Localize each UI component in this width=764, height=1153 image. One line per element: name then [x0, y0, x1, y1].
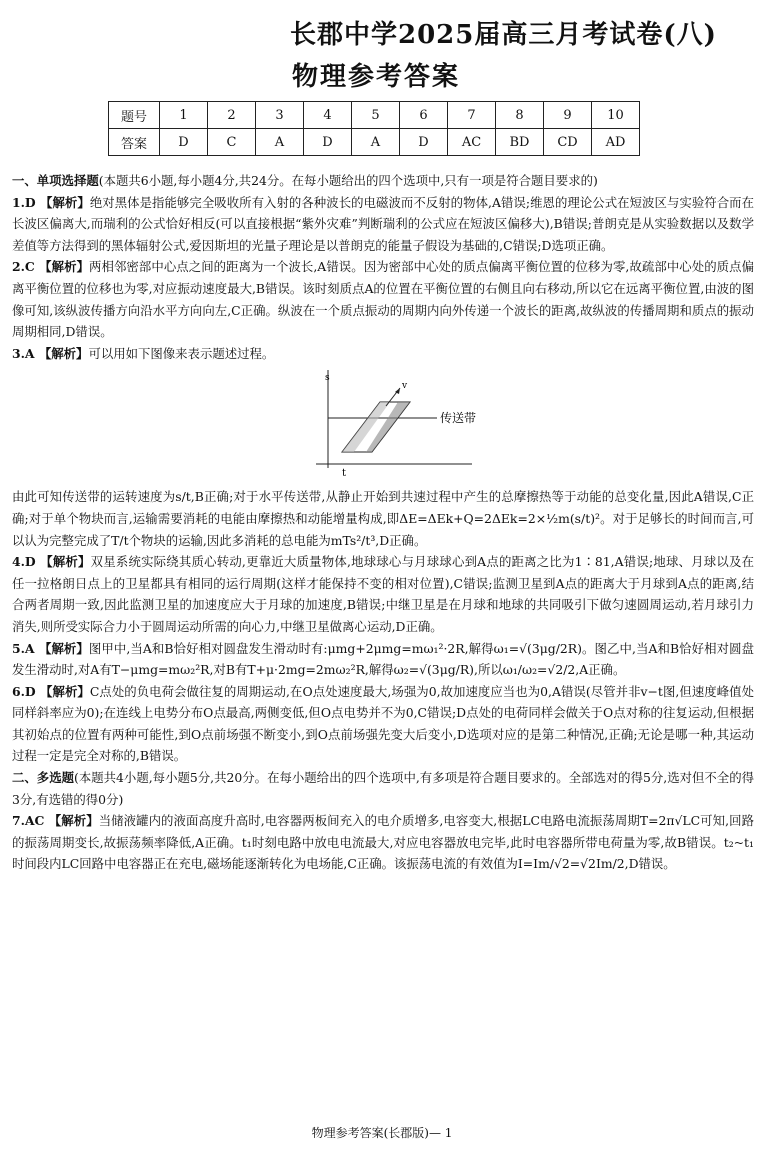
table-cell: 2: [208, 102, 256, 129]
table-cell: 4: [304, 102, 352, 129]
table-cell: AC: [448, 129, 496, 156]
solution-item: [12, 192, 754, 257]
section-heading: [12, 170, 754, 192]
page-footer: 物理参考答案(长郡版)— 1: [311, 1126, 453, 1140]
conveyor-label: 传送带: [440, 411, 477, 426]
row-label: 答案: [109, 129, 160, 156]
solution-item: [12, 681, 754, 767]
answer-table: [108, 101, 640, 156]
table-cell: 7: [448, 102, 496, 129]
item-text: 图甲中,当A和B恰好相对圆盘发生滑动时有:μmg+2μmg=mω₁²·2R,解得ω₁=√(3μg/2R)。图乙中,当A和B恰好相对圆盘发生滑动时,对A有T−μmg=mω₂²R,对B有T+μ·2mg=2mω₂²R,解得ω₂=√(3μg/R),所以ω₁/ω₂=√2/2,A正确。: [12, 640, 754, 678]
table-cell: 9: [544, 102, 592, 129]
item-head: 7.AC 【解析】: [12, 813, 99, 829]
solution-item: [12, 343, 754, 365]
item-text: 绝对黑体是指能够完全吸收所有入射的各种波长的电磁波而不反射的物体,A错误;维恩的理论公式在短波区与实验符合而在长波区偏离大,而瑞利的公式恰好相反(可以直接根据“紫外灾难”判断瑞利的公式应在短波区偏移大),B错误;普朗克是从实验数据以及数学差值等方法得到的黑体辐射公式,爱因斯坦的光量子理论是以普朗克的能量子假设为基础的,C错误;D选项正确。: [12, 194, 754, 253]
conveyor-diagram: [302, 368, 502, 480]
solutions-body: [12, 170, 754, 875]
table-cell: 5: [352, 102, 400, 129]
item-head: 1.D 【解析】: [12, 194, 90, 210]
answer-row: [109, 129, 640, 156]
section-title: 二、多选题: [12, 770, 74, 786]
page-title: 长郡中学2025届高三月考试卷(八): [290, 20, 717, 50]
svg-text:t: t: [342, 468, 347, 480]
item-text: 当储液罐内的液面高度升高时,电容器两板间充入的电介质增多,电容变大,根据LC电路电流振荡周期T=2π√LC可知,回路的振荡周期变长,故振荡频率降低,A正确。t₁时刻电路中放电电流最大,对应电容器放电完毕,此时电容器所带电荷量为零,故B错误。t₂~t₁时间段内LC回路中电容器正在充电,磁场能逐渐转化为电场能,C正确。该振荡电流的有效值为I=Im/√2=√2Im/2,D错误。: [12, 813, 754, 872]
row-label: 题号: [109, 102, 160, 129]
table-cell: D: [160, 129, 208, 156]
table-cell: D: [400, 129, 448, 156]
table-cell: A: [352, 129, 400, 156]
table-cell: 1: [160, 102, 208, 129]
item-text: 由此可知传送带的运转速度为s/t,B正确;对于水平传送带,从静止开始到共速过程中产生的总摩擦热等于动能的总变化量,因此A错误,C正确;对于单个物块而言,运输需要消耗的电能由摩擦热和动能增量构成,即ΔE=ΔEk+Q=2ΔEk=2×½m(s/t)²。对于足够长的时间而言,可以认为完整完成了T/t个物块的运输,因此多消耗的总电能为mTs²/t³,D正确。: [12, 489, 754, 548]
item-head: 3.A 【解析】: [12, 345, 89, 361]
section-description: (本题共6小题,每小题4分,共24分。在每小题给出的四个选项中,只有一项是符合题目要求的): [98, 173, 598, 188]
solution-item-continued: [12, 486, 754, 551]
page-subtitle: 物理参考答案: [292, 62, 461, 92]
table-cell: A: [256, 129, 304, 156]
item-head: 2.C 【解析】: [12, 259, 90, 275]
question-number-row: [109, 102, 640, 129]
item-text: 双星系统实际绕其质心转动,更靠近大质量物体,地球球心与月球球心到A点的距离之比为1∶81,A错误;地球、月球以及在任一拉格朗日点上的卫星都具有相同的运行周期(这样才能保持不变的相对位置),C错误;监测卫星到A点的距离大于月球到A点的距离,结合两者周期一致,因此监测卫星的加速度应大于月球的加速度,B错误;中继卫星是在月球和地球的共同吸引下做匀速圆周运动,若月球引力消失,则所受实际合力小于圆周运动所需的向心力,中继卫星做离心运动,D正确。: [12, 554, 754, 634]
svg-text:v: v: [402, 381, 408, 392]
solution-item: [12, 256, 754, 342]
solution-item: [12, 810, 754, 875]
item-head: 5.A 【解析】: [12, 640, 89, 656]
item-text: C点处的负电荷会做往复的周期运动,在O点处速度最大,场强为0,故加速度应当也为0,A错误(尽管并非v−t图,但速度峰值处同样斜率应为0);在连线上电势分布O点最高,两侧变低,但O点电势并不为0,C错误;D点处的电荷同样会做关于O点对称的往复运动,但根据其初始点的位置有两种可能性,到O点前场强不断变小,到O点前场强先变大后变小,D选项对应的是第二种情况,正确;无论是哪一种,其运动过程一定是完全对称的,B错误。: [12, 683, 754, 764]
conveyor-figure: [12, 368, 754, 480]
table-cell: CD: [544, 129, 592, 156]
section-description: (本题共4小题,每小题5分,共20分。在每小题给出的四个选项中,有多项是符合题目要求的。全部选对的得5分,选对但不全的得3分,有选错的得0分): [12, 770, 754, 807]
item-text: 两相邻密部中心点之间的距离为一个波长,A错误。因为密部中心处的质点偏离平衡位置的位移为零,故疏部中心处的质点偏离平衡位置的位移也为零,对应振动速度最大,B错误。该时刻质点A的位置在平衡位置的右侧且向右移动,所以它在远离平衡位置,由波的图像可知,该纵波传播方向沿水平方向向左,C正确。纵波在一个质点振动的周期内向外传递一个波长的距离,故纵波的传播周期和质点的振动周期相同,D错误。: [12, 259, 754, 340]
section-title: 一、单项选择题: [12, 173, 99, 188]
item-head: 6.D 【解析】: [12, 683, 90, 699]
table-cell: 10: [592, 102, 640, 129]
item-head: 4.D 【解析】: [12, 554, 91, 570]
table-cell: AD: [592, 129, 640, 156]
svg-text:s: s: [325, 373, 330, 384]
table-cell: D: [304, 129, 352, 156]
table-cell: C: [208, 129, 256, 156]
table-cell: BD: [496, 129, 544, 156]
table-cell: 3: [256, 102, 304, 129]
table-cell: 8: [496, 102, 544, 129]
solution-item: [12, 551, 754, 637]
section-heading: [12, 767, 754, 810]
table-cell: 6: [400, 102, 448, 129]
item-text: 可以用如下图像来表示题述过程。: [88, 345, 275, 361]
solution-item: [12, 638, 754, 681]
